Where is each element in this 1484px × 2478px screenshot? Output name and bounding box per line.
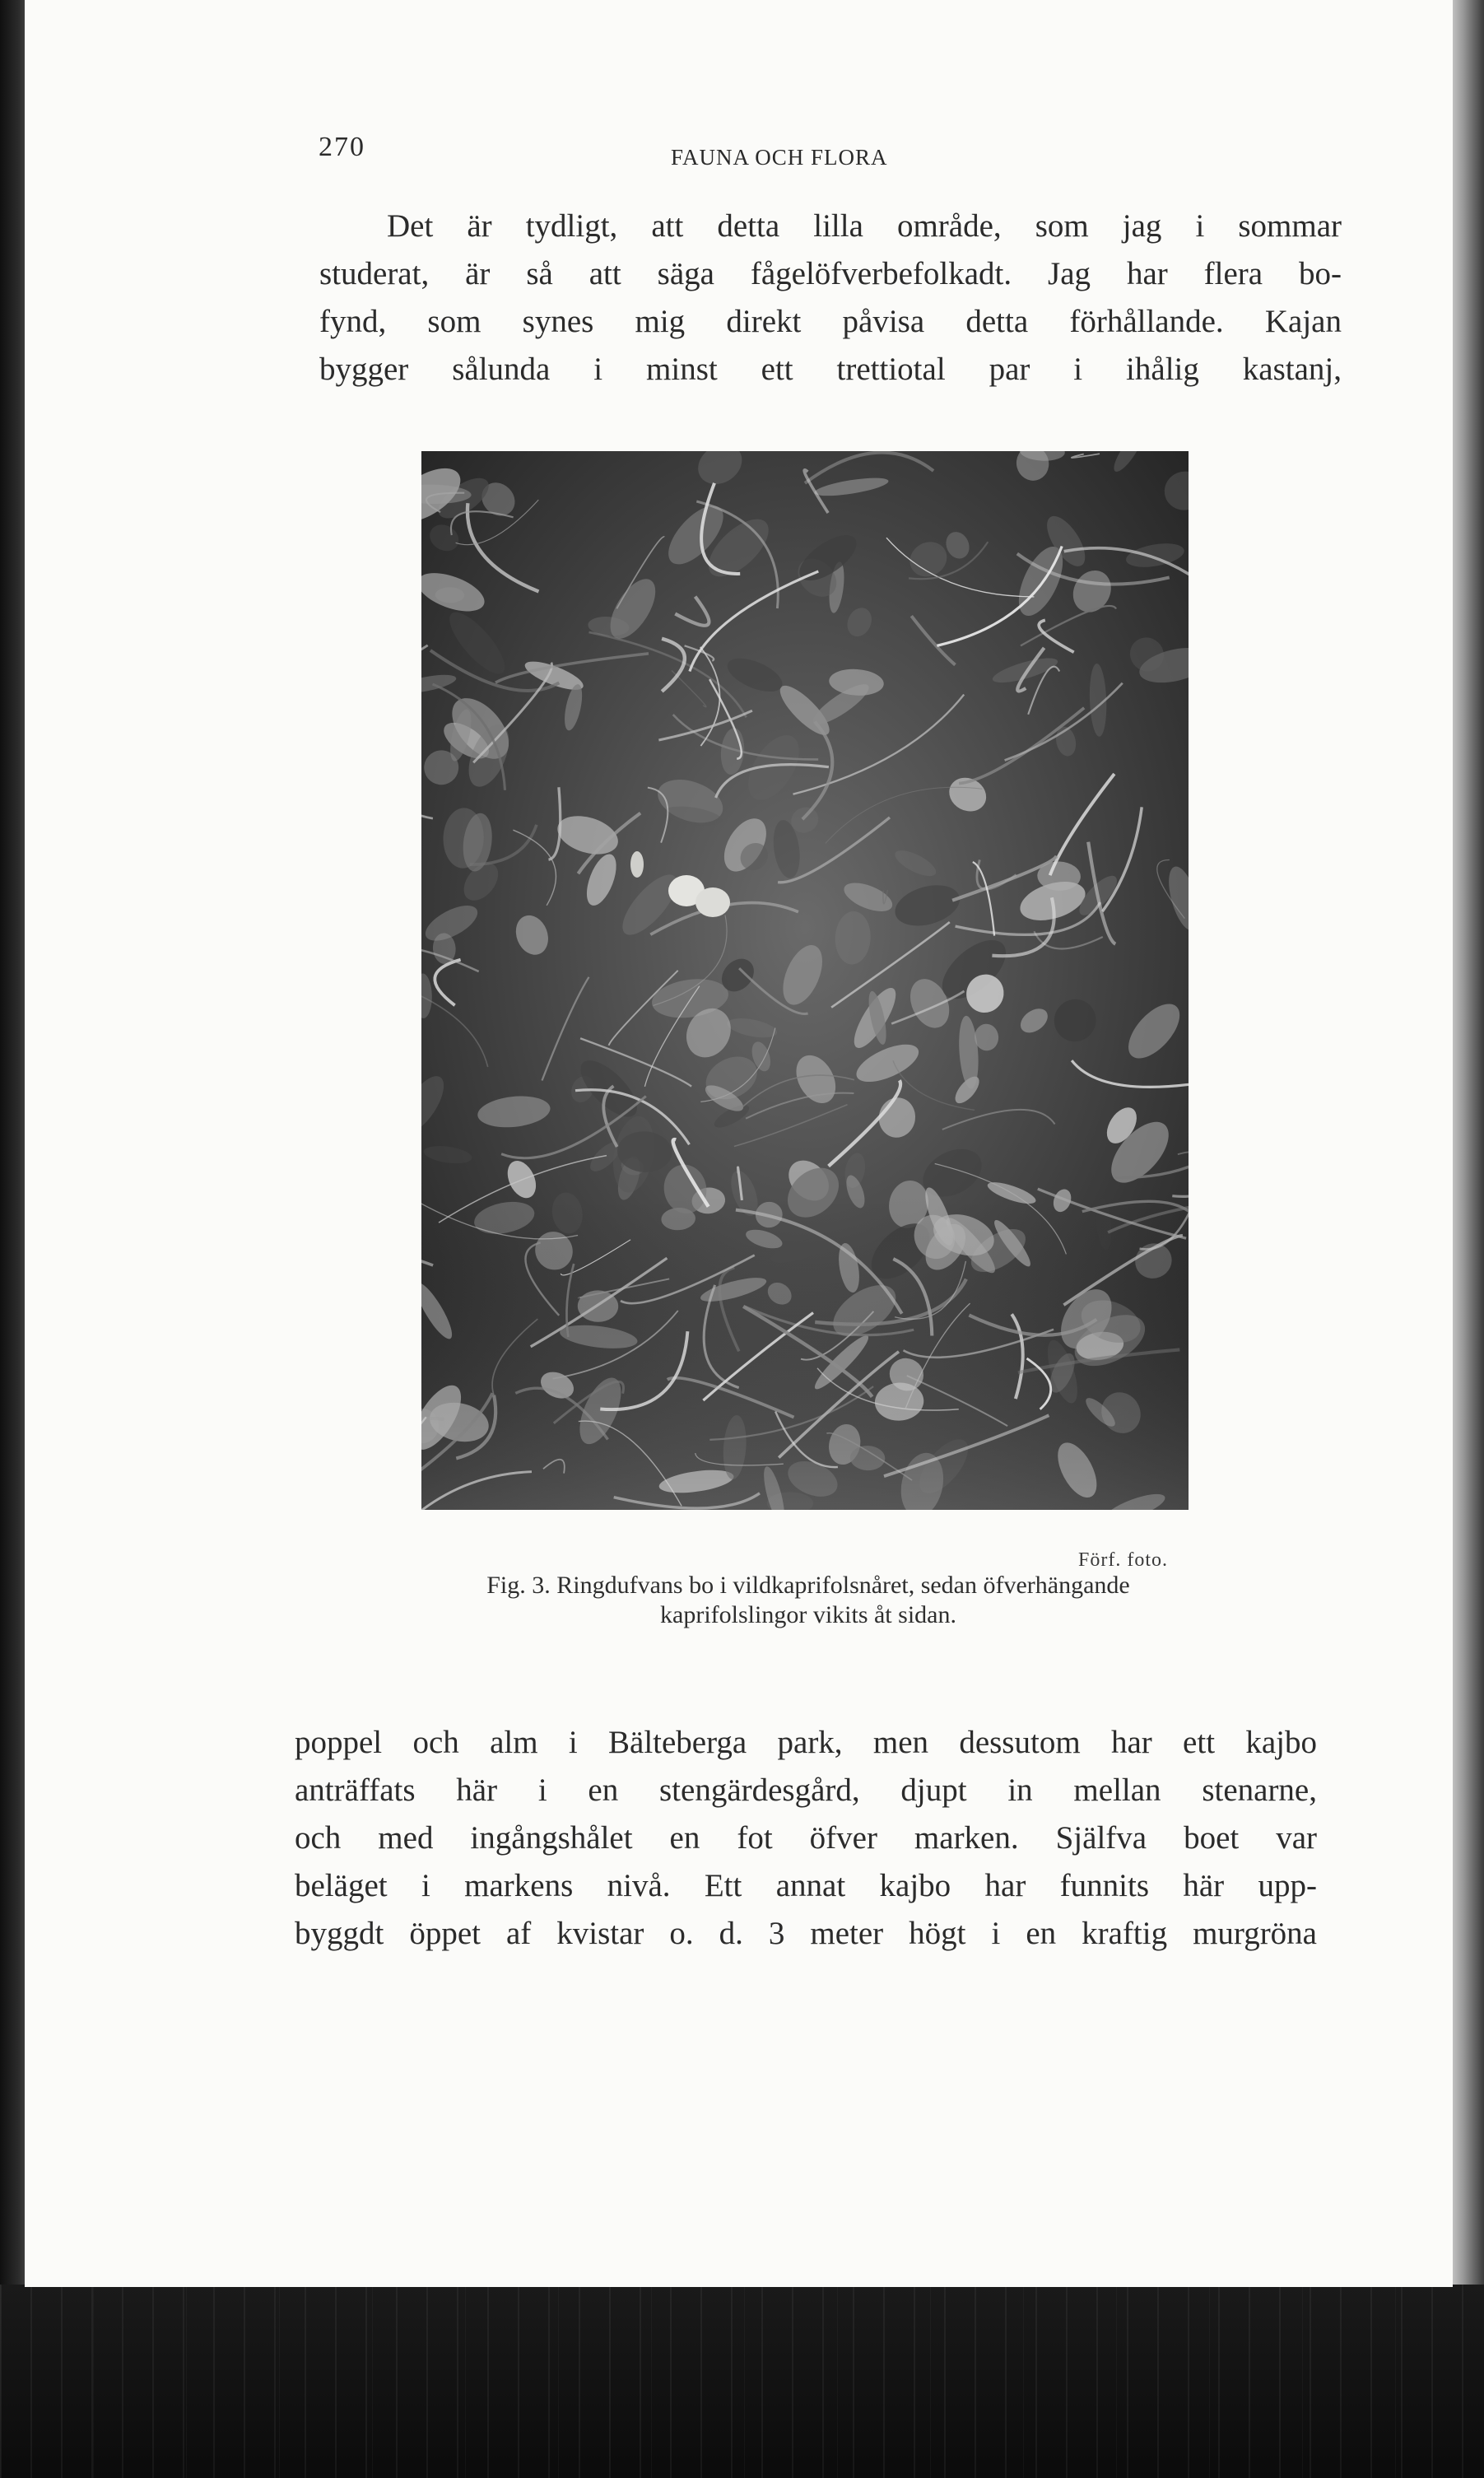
text-line: beläget i markens nivå. Ett annat kajbo har funnits här upp- <box>295 1868 1317 1903</box>
text-line: Det är tydligt, att detta lilla område, som jag i sommar <box>387 208 1342 244</box>
text-line: anträffats här i en stengärdesgård, djupt in mellan stenarne, <box>295 1772 1317 1808</box>
figure-caption <box>364 1571 1253 1630</box>
text-line: fynd, som synes mig direkt påvisa detta förhållande. Kajan <box>319 304 1342 339</box>
text-line: och med ingångshålet en fot öfver marken. Själfva boet var <box>295 1820 1317 1856</box>
paragraph-bottom <box>295 1719 1317 1958</box>
scanner-bottom-edge <box>0 2285 1484 2478</box>
scanner-right-edge <box>1449 0 1484 2289</box>
running-title: FAUNA OCH FLORA <box>671 145 888 170</box>
book-page <box>25 0 1453 2287</box>
nest-photograph <box>421 451 1189 1510</box>
text-line: studerat, är så att säga fågelöfverbefolkadt. Jag har flera bo- <box>319 256 1342 291</box>
text-line: byggdt öppet af kvistar o. d. 3 meter högt i en kraftig murgröna <box>295 1916 1317 1951</box>
caption-line: kaprifolslingor vikits åt sidan. <box>660 1601 956 1628</box>
page-number: 270 <box>319 132 365 162</box>
paragraph-top <box>319 203 1342 394</box>
caption-line: Fig. 3. Ringdufvans bo i vildkaprifolsnåret, sedan öfverhängande <box>486 1572 1130 1599</box>
photo-credit: Förf. foto. <box>1078 1549 1168 1571</box>
text-line: poppel och alm i Bälteberga park, men dessutom har ett kajbo <box>295 1725 1317 1760</box>
text-line: bygger sålunda i minst ett trettiotal par i ihålig kastanj, <box>319 352 1342 387</box>
